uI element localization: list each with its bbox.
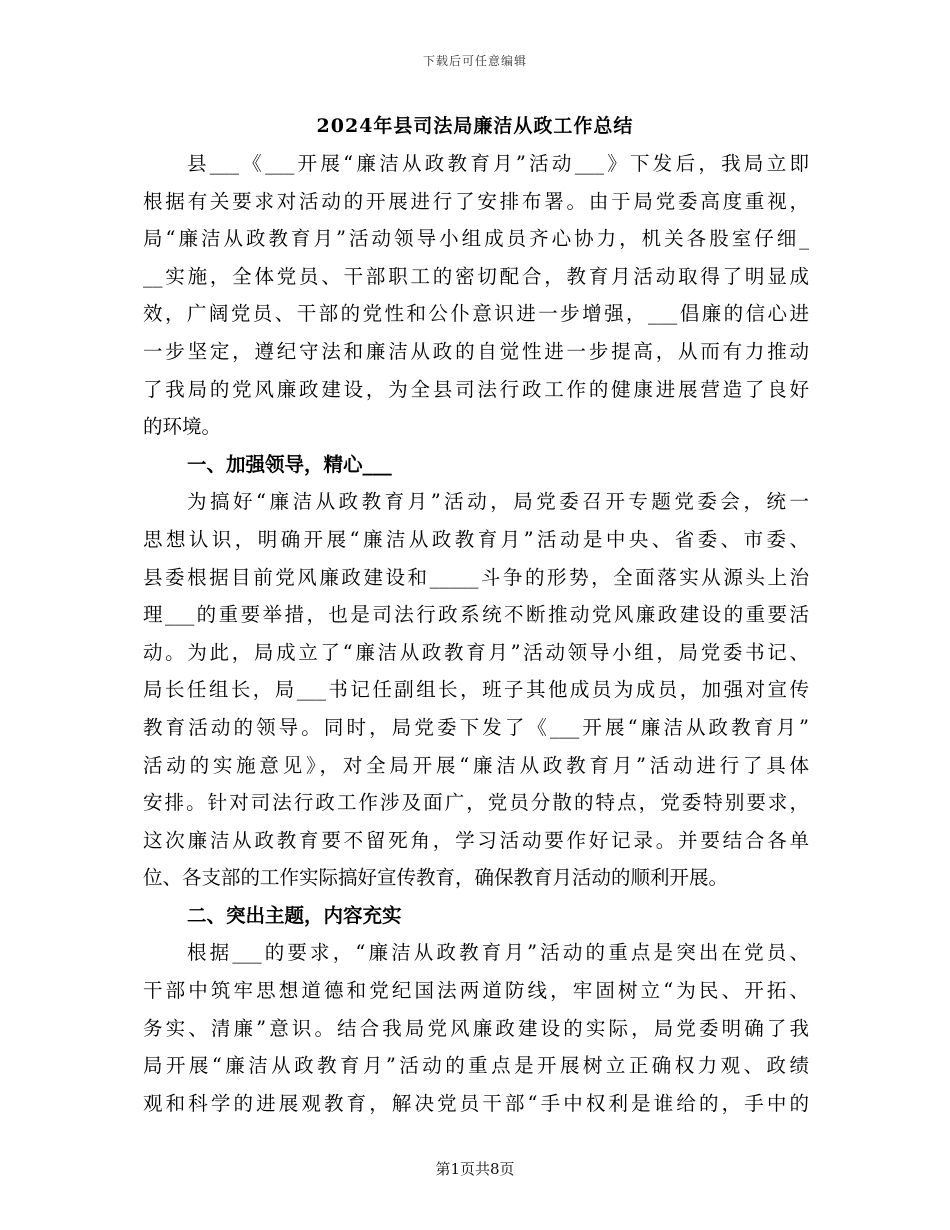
body-line: 县委根据目前党风廉政建设和_____斗争的形势，全面落实从源头上治 [143,565,809,589]
body-line: 安排。针对司法行政工作涉及面广，党员分散的特点，党委特别要求， [143,791,809,815]
body-line: 局“廉洁从政教育月”活动领导小组成员齐心协力，机关各股室仔细_ [143,227,809,251]
body-line: 根据有关要求对活动的开展进行了安排布署。由于局党委高度重视， [143,189,809,213]
body-line: 局长任组长，局___书记任副组长，班子其他成员为成员，加强对宣传 [143,678,809,702]
body-line: 了我局的党风廉政建设，为全县司法行政工作的健康进展营造了良好 [143,377,809,401]
page-number-footer: 第1页共8页 [435,1160,515,1178]
body-line: 理___的重要举措，也是司法行政系统不断推动党风廉政建设的重要活 [143,603,809,627]
body-line: 的环境。 [143,415,222,439]
body-line: 这次廉洁从政教育要不留死角，学习活动要作好记录。并要结合各单 [143,828,809,852]
body-line: 为搞好“廉洁从政教育月”活动，局党委召开专题党委会，统一 [187,490,809,514]
body-line: 教育活动的领导。同时，局党委下发了《___开展“廉洁从政教育月” [143,715,809,739]
body-line: 效，广阔党员、干部的党性和公仆意识进一步增强，___倡廉的信心进 [143,302,809,326]
page-header-note: 下载后可任意编辑 [422,54,527,68]
body-line: 活动的实施意见》，对全局开展“廉洁从政教育月”活动进行了具体 [143,753,809,777]
body-line: 局开展“廉洁从政教育月”活动的重点是开展树立正确权力观、政绩 [143,1054,809,1078]
body-line: 务实、清廉”意识。结合我局党风廉政建设的实际，局党委明确了我 [143,1016,809,1040]
body-line: 根据___的要求，“廉洁从政教育月”活动的重点是突出在党员、 [187,941,809,965]
body-line: 动。为此，局成立了“廉洁从政教育月”活动领导小组，局党委书记、 [143,640,809,664]
body-line: 位、各支部的工作实际搞好宣传教育，确保教育月活动的顺利开展。 [143,866,729,890]
section-heading: 一、加强领导，精心___ [187,452,392,476]
document-title: 2024年县司法局廉洁从政工作总结 [316,115,634,137]
body-line: 观和科学的进展观教育，解决党员干部“手中权利是谁给的，手中的 [143,1091,809,1115]
body-line: 思想认识，明确开展“廉洁从政教育月”活动是中央、省委、市委、 [143,527,809,551]
document-body [143,145,809,1122]
body-line: 干部中筑牢思想道德和党纪国法两道防线，牢固树立“为民、开拓、 [143,979,809,1003]
body-line: __实施，全体党员、干部职工的密切配合，教育月活动取得了明显成 [143,264,809,288]
section-heading: 二、突出主题，内容充实 [187,903,402,927]
body-line: 县___《___开展“廉洁从政教育月”活动___》下发后，我局立即 [187,152,809,175]
body-line: 一步坚定，遵纪守法和廉洁从政的自觉性进一步提高，从而有力推动 [143,339,809,363]
